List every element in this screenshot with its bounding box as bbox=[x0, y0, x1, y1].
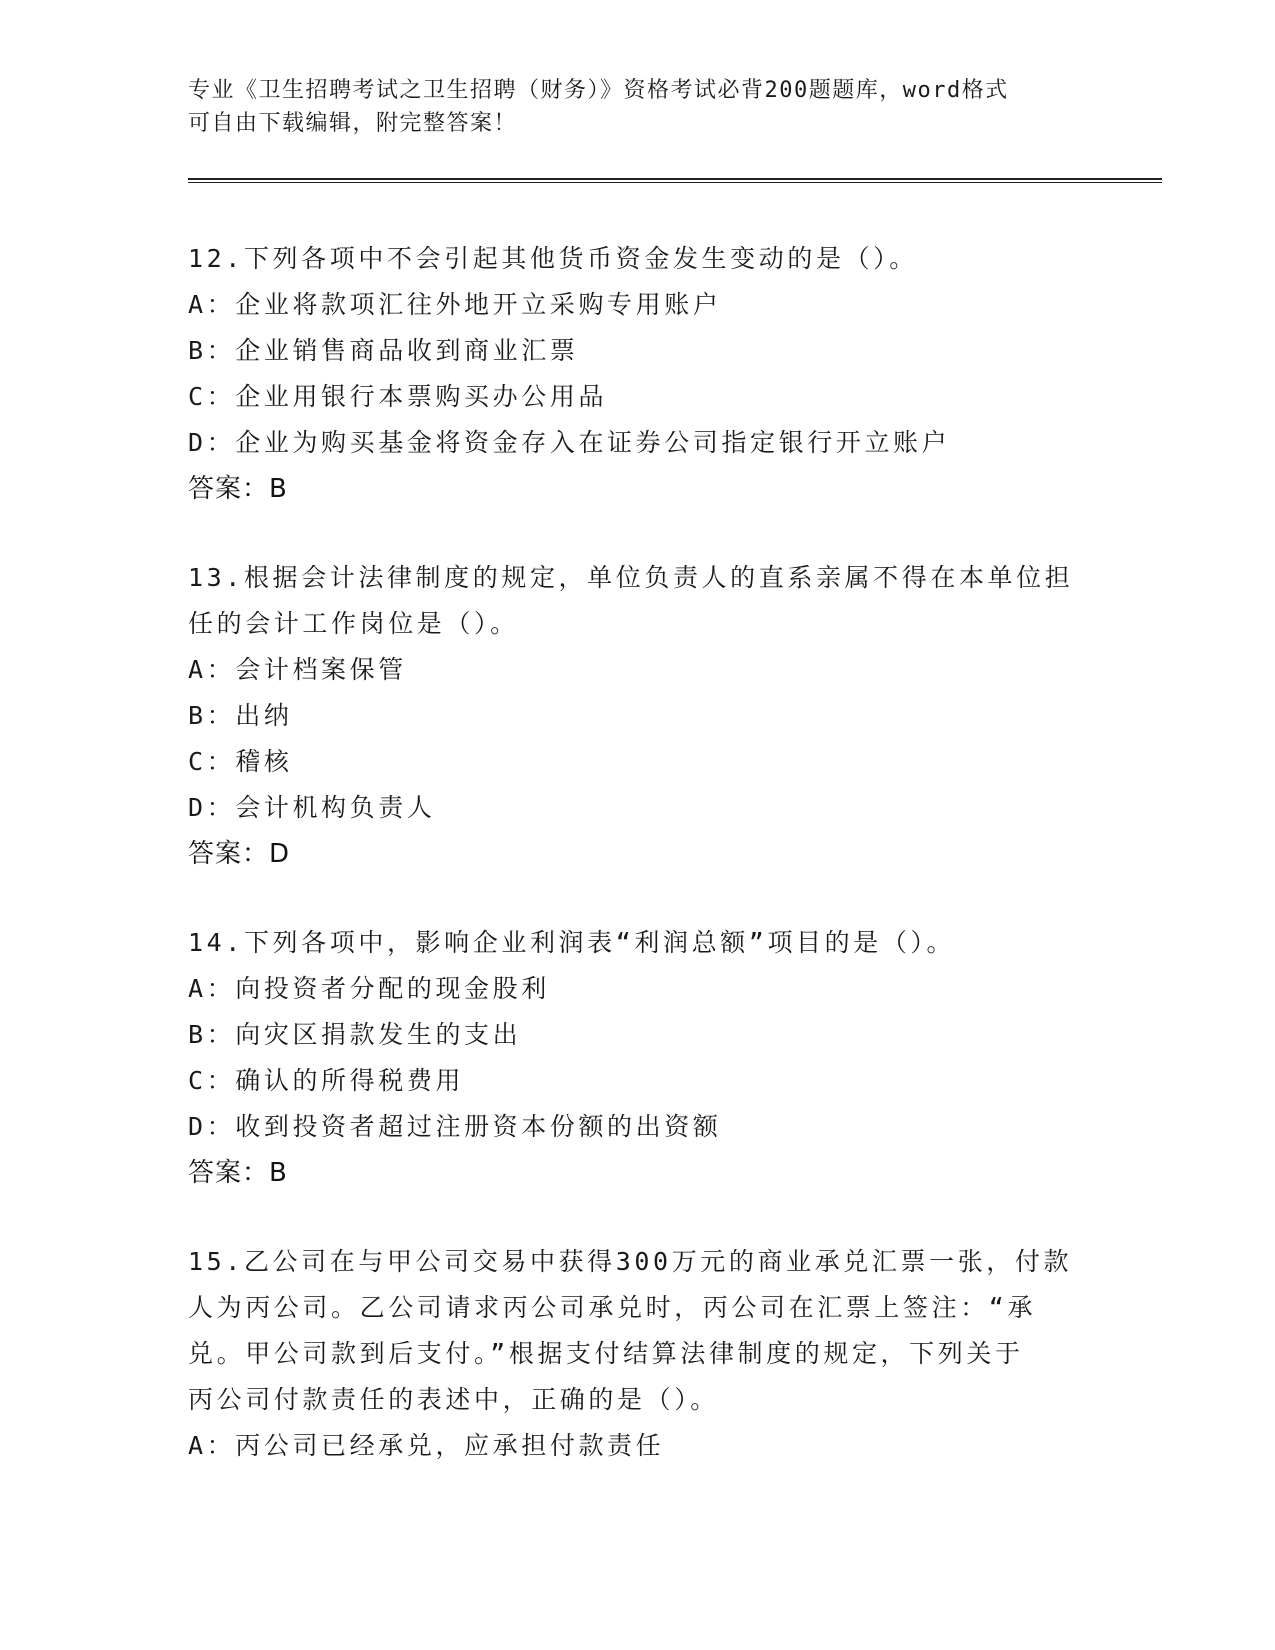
answer-label: 答案： bbox=[188, 839, 270, 869]
document-header bbox=[188, 74, 1068, 140]
answer-value: B bbox=[269, 1158, 288, 1188]
option-b: B：出纳 bbox=[188, 701, 293, 730]
answer bbox=[188, 1150, 1088, 1196]
question-stem-continued: 任的会计工作岗位是（）。 bbox=[188, 609, 519, 638]
question-15 bbox=[188, 1239, 1088, 1469]
header-divider bbox=[188, 178, 1162, 183]
question-stem: 15.乙公司在与甲公司交易中获得300万元的商业承兑汇票一张，付款 bbox=[188, 1247, 1073, 1276]
option-d: D：企业为购买基金将资金存入在证券公司指定银行开立账户 bbox=[188, 428, 951, 457]
option-c: C：稽核 bbox=[188, 747, 293, 776]
answer bbox=[188, 466, 1088, 512]
question-stem: 14.下列各项中，影响企业利润表“利润总额”项目的是（）。 bbox=[188, 928, 956, 957]
question-stem-continued: 兑。甲公司款到后支付。”根据支付结算法律制度的规定，下列关于 bbox=[188, 1339, 1024, 1368]
question-14 bbox=[188, 920, 1088, 1196]
question-stem: 13.根据会计法律制度的规定，单位负责人的直系亲属不得在本单位担 bbox=[188, 563, 1074, 592]
option-a: A：企业将款项汇往外地开立采购专用账户 bbox=[188, 290, 722, 319]
option-a: A：会计档案保管 bbox=[188, 655, 407, 684]
question-12 bbox=[188, 236, 1088, 512]
option-b: B：企业销售商品收到商业汇票 bbox=[188, 336, 579, 365]
answer-label: 答案： bbox=[188, 474, 270, 504]
question-stem: 12.下列各项中不会引起其他货币资金发生变动的是（）。 bbox=[188, 244, 918, 273]
question-13 bbox=[188, 555, 1088, 877]
answer-value: B bbox=[269, 474, 288, 504]
option-a: A：丙公司已经承兑，应承担付款责任 bbox=[188, 1431, 665, 1460]
answer bbox=[188, 831, 1088, 877]
answer-label: 答案： bbox=[188, 1158, 270, 1188]
option-c: C：企业用银行本票购买办公用品 bbox=[188, 382, 608, 411]
header-line-2: 可自由下载编辑，附完整答案！ bbox=[188, 111, 518, 136]
option-d: D：会计机构负责人 bbox=[188, 793, 436, 822]
header-line-1: 专业《卫生招聘考试之卫生招聘（财务）》资格考试必背200题题库，word格式 bbox=[188, 78, 1009, 103]
question-list bbox=[188, 236, 1088, 1512]
answer-value: D bbox=[269, 839, 291, 869]
question-stem-continued: 人为丙公司。乙公司请求丙公司承兑时，丙公司在汇票上签注：“承 bbox=[188, 1293, 1037, 1322]
option-c: C：确认的所得税费用 bbox=[188, 1066, 465, 1095]
question-stem-continued: 丙公司付款责任的表述中，正确的是（）。 bbox=[188, 1385, 719, 1414]
option-b: B：向灾区捐款发生的支出 bbox=[188, 1020, 522, 1049]
option-a: A：向投资者分配的现金股利 bbox=[188, 974, 550, 1003]
option-d: D：收到投资者超过注册资本份额的出资额 bbox=[188, 1112, 722, 1141]
